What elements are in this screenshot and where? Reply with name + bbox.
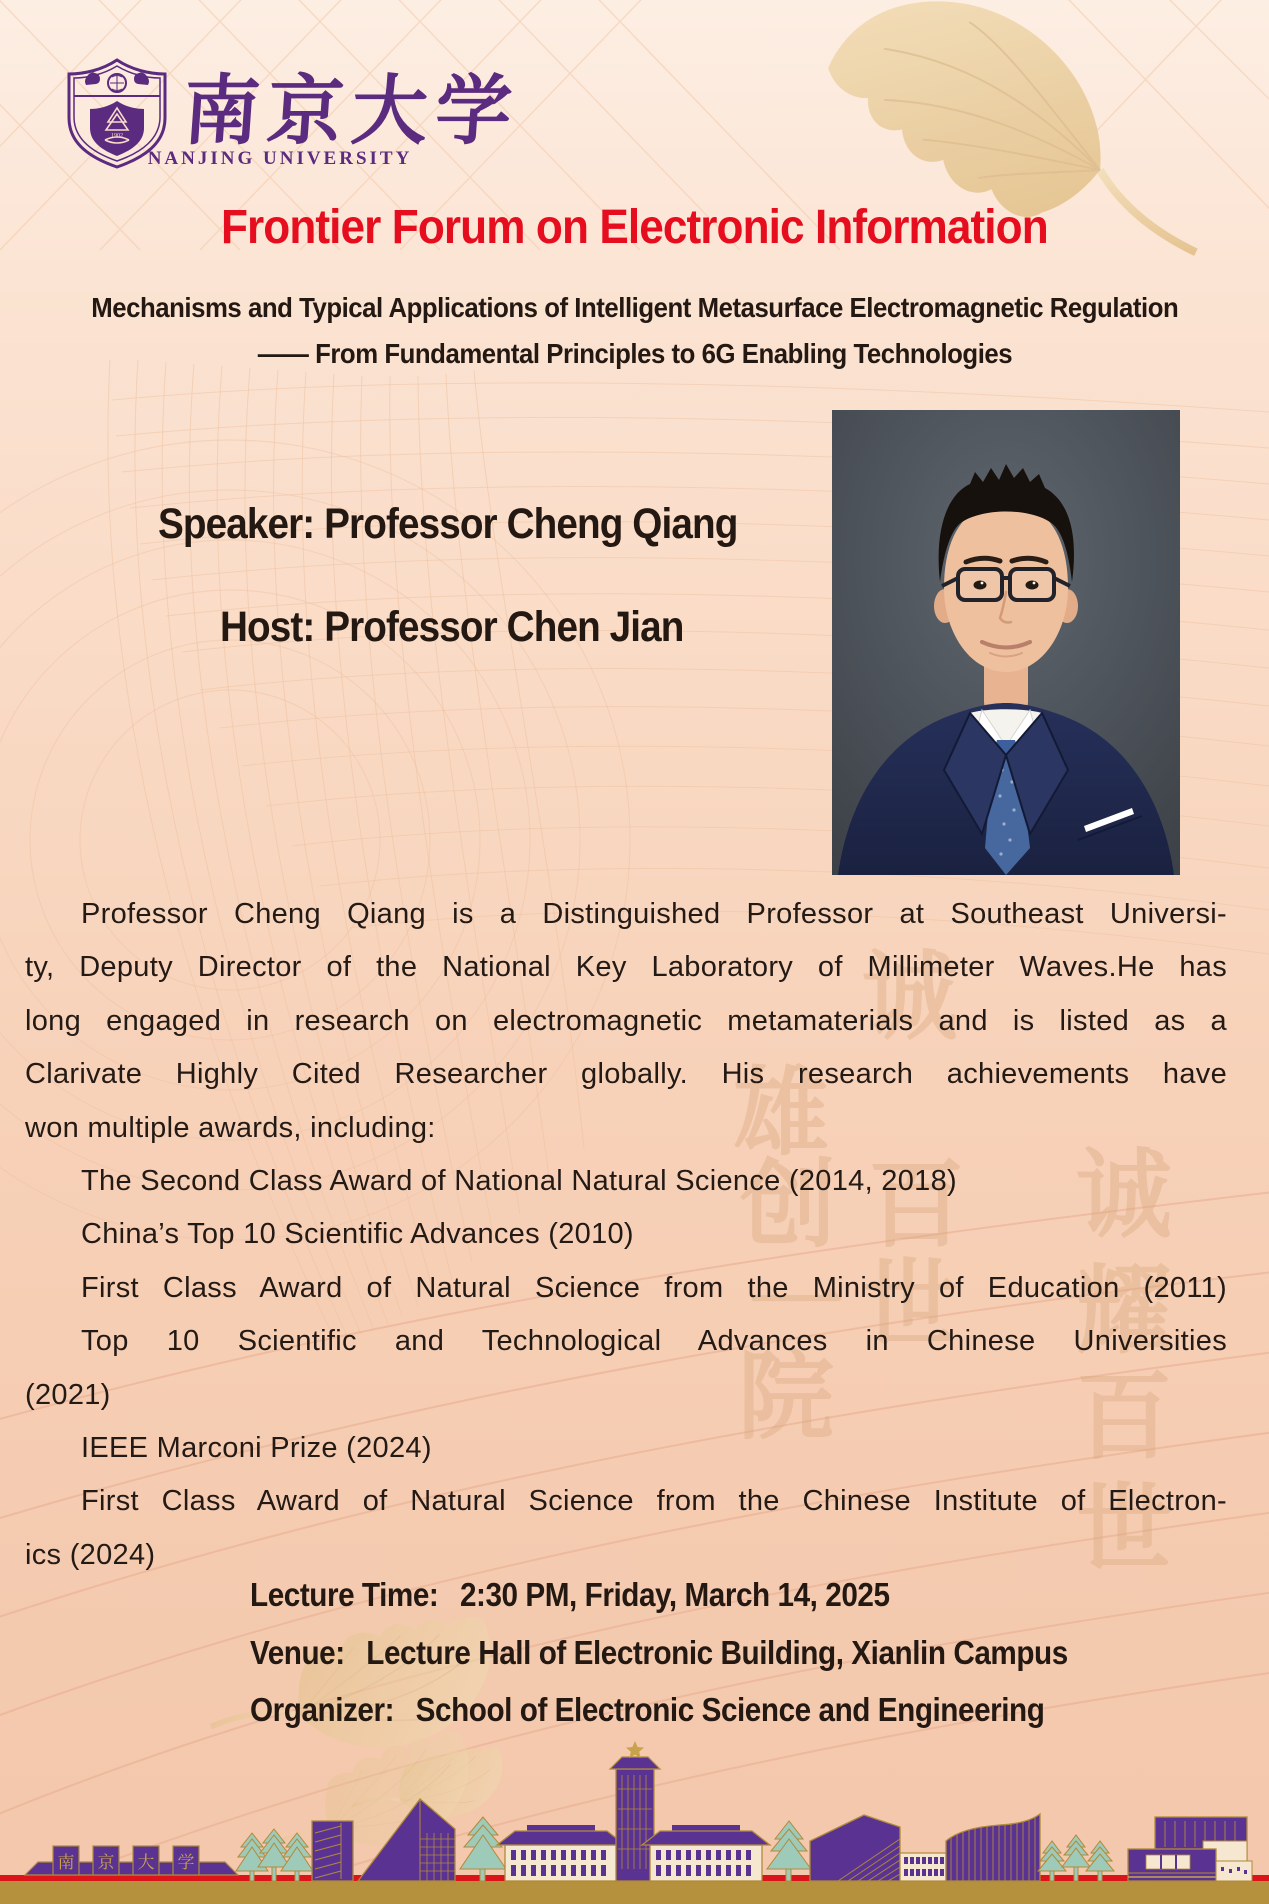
striped-tower — [312, 1821, 353, 1881]
gate-char: 南 — [57, 1853, 75, 1872]
award-line: Top 10 Scientific and Technological Advances in Chinese Universities — [81, 1325, 1227, 1358]
watermark-char: 院 — [738, 1344, 834, 1451]
poster-title — [0, 200, 1269, 255]
gold-ground — [0, 1881, 1269, 1904]
gate-char: 京 — [97, 1853, 115, 1872]
watermark-char: 百 — [868, 1152, 964, 1259]
pyramid-building — [358, 1799, 455, 1881]
lecture-time-value: 2:30 PM, Friday, March 14, 2025 — [459, 1576, 890, 1613]
slanted-building — [810, 1815, 900, 1881]
gate-char: 大 — [137, 1853, 155, 1872]
venue-label: Venue: — [250, 1633, 345, 1671]
award-line: ics (2024) — [25, 1538, 156, 1571]
organizer-row — [250, 1681, 1159, 1739]
bio-line: long engaged in research on electromagnetic metamaterials and is listed as a — [25, 1004, 1227, 1037]
right-building-complex — [1128, 1817, 1252, 1881]
venue-value: Lecture Hall of Electronic Building, Xianlin Campus — [366, 1633, 1068, 1671]
bio-line: Professor Cheng Qiang is a Distinguished Professor at Southeast Universi- — [81, 898, 1227, 930]
watermark-char: 创 — [740, 1152, 836, 1259]
gate-char: 学 — [177, 1853, 195, 1872]
watermark-char: 诚 — [1076, 1142, 1172, 1249]
watermark-char: 世 — [862, 1252, 958, 1359]
award-line: The Second Class Award of National Natural Science (2014, 2018) — [81, 1164, 957, 1197]
poster-title-text: Frontier Forum on Electronic Information — [221, 201, 1048, 254]
watermark-char: 百 — [1076, 1364, 1172, 1471]
ribbed-building — [946, 1814, 1040, 1881]
pine-tree-large — [460, 1817, 506, 1881]
award-line: (2021) — [25, 1378, 111, 1411]
watermark-char: 耀 — [1076, 1258, 1172, 1365]
award-line: First Class Award of Natural Science from the Chinese Institute of Electron- — [81, 1485, 1227, 1518]
pine-trees-left — [236, 1829, 313, 1881]
lecture-time-label: Lecture Time: — [250, 1576, 439, 1613]
organizer-value: School of Electronic Science and Engineering — [415, 1691, 1045, 1728]
pine-trees-right — [1038, 1835, 1114, 1881]
traditional-building-a — [497, 1825, 625, 1881]
organizer-label: Organizer: — [250, 1691, 395, 1728]
campus-skyline — [0, 1729, 1269, 1904]
pine-tree-mid — [767, 1821, 811, 1881]
venue-row — [250, 1624, 1159, 1682]
award-line: China’s Top 10 Scientific Advances (2010) — [81, 1218, 634, 1251]
poster-subtitle-line2: —— From Fundamental Principles to 6G Enabling Technologies — [257, 338, 1012, 369]
low-building — [900, 1853, 946, 1881]
poster-subtitle-line1: Mechanisms and Typical Applications of Intelligent Metasurface Electromagnetic Regulation — [90, 292, 1179, 323]
watermark-char: 诚 — [862, 944, 958, 1051]
bio-line: Clarivate Highly Cited Researcher globally. His research achievements have — [25, 1058, 1227, 1091]
speaker-line: Speaker: Professor Cheng Qiang — [158, 500, 738, 548]
watermark-char: 雄 — [733, 1060, 829, 1167]
bio-line: won multiple awards, including: — [25, 1111, 436, 1144]
university-name-english: NANJING UNIVERSITY — [147, 148, 413, 169]
lecture-time-row — [250, 1566, 1159, 1624]
event-details — [250, 1566, 1159, 1739]
award-line: IEEE Marconi Prize (2024) — [81, 1431, 432, 1464]
traditional-building-b — [642, 1825, 770, 1881]
host-line: Host: Professor Chen Jian — [220, 603, 684, 651]
university-name-chinese: 南京大学 — [180, 70, 523, 154]
speaker-bio — [25, 888, 1227, 1582]
watermark-char: 世 — [1076, 1476, 1172, 1583]
bio-line: ty, Deputy Director of the National Key Laboratory of Millimeter Waves.He has — [25, 951, 1227, 984]
speaker-photo — [832, 410, 1180, 875]
svg-text:1902: 1902 — [111, 133, 123, 139]
award-line: First Class Award of Natural Science from the Ministry of Education (2011) — [81, 1271, 1227, 1304]
watermark-char: 一 — [748, 1252, 844, 1359]
tower-star-icon — [626, 1741, 644, 1758]
